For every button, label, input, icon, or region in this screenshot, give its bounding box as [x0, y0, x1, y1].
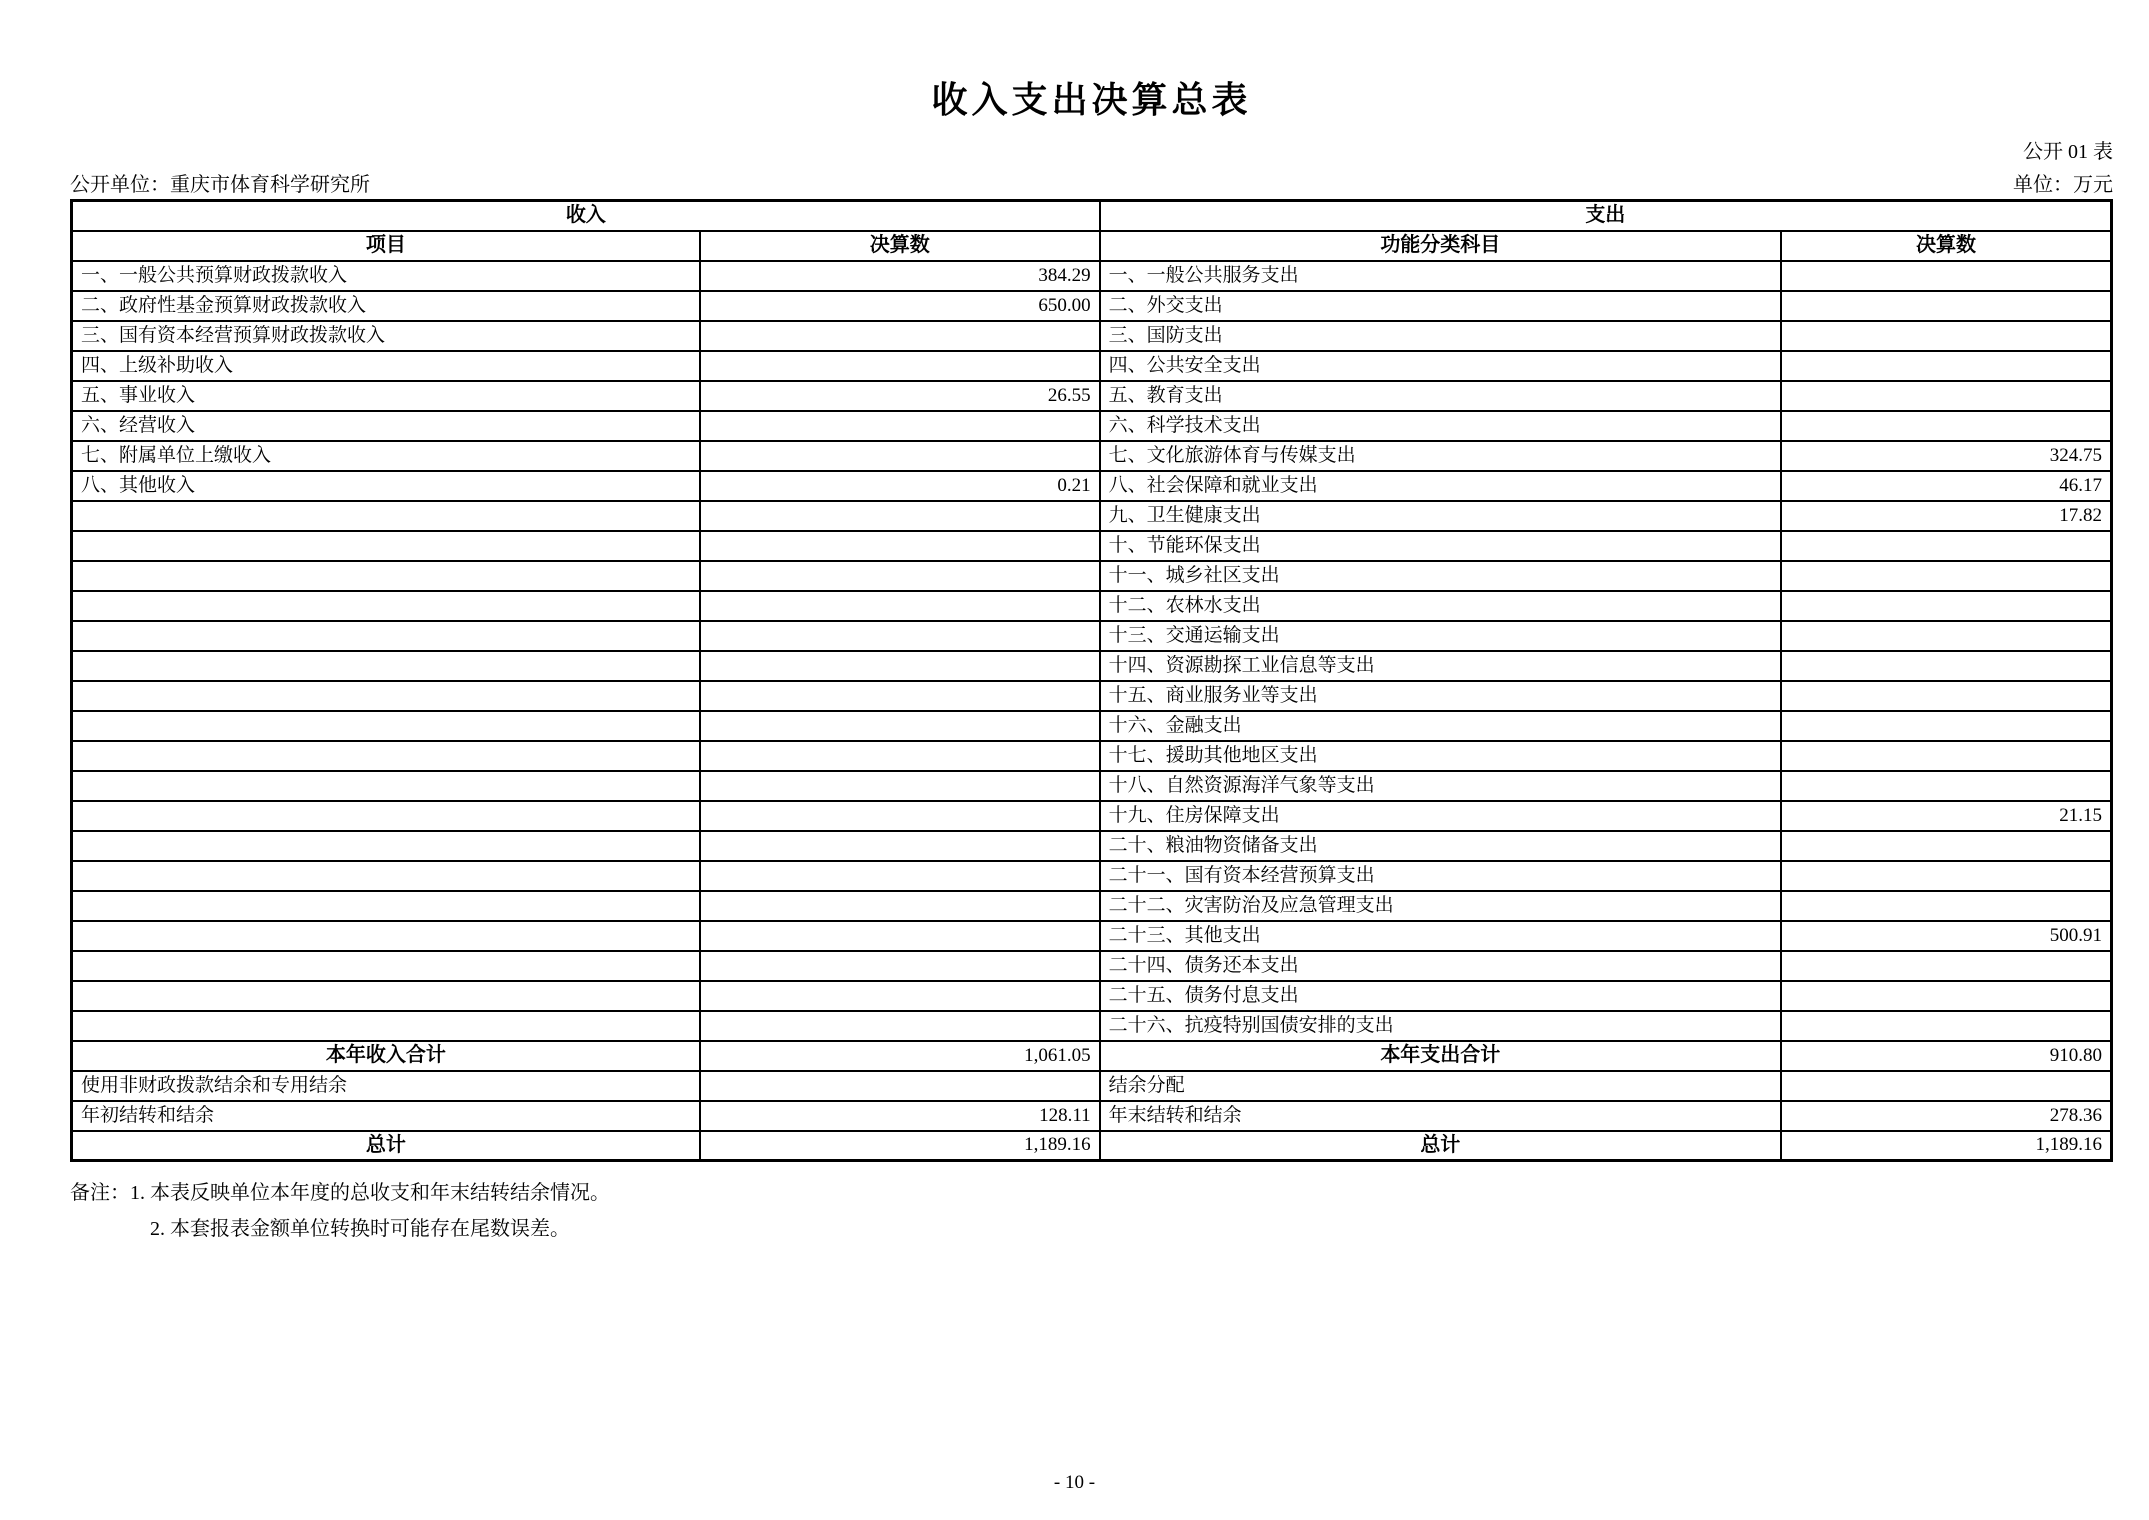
expenditure-item-cell: 六、科学技术支出: [1100, 411, 1781, 441]
expenditure-amount-cell: [1781, 351, 2112, 381]
income-amount-cell: [700, 921, 1100, 951]
income-item-cell: 三、国有资本经营预算财政拨款收入: [72, 321, 700, 351]
expenditure-amount-cell: [1781, 681, 2112, 711]
income-item-cell: [72, 951, 700, 981]
expenditure-amount-cell: 46.17: [1781, 471, 2112, 501]
table-row: [72, 441, 2112, 471]
expenditure-item-cell: 二十三、其他支出: [1100, 921, 1781, 951]
expenditure-item-cell: 二十二、灾害防治及应急管理支出: [1100, 891, 1781, 921]
expenditure-amount-cell: [1781, 411, 2112, 441]
income-amount-cell: [700, 981, 1100, 1011]
unit-of-measure: 单位：万元: [2013, 174, 2113, 196]
expenditure-item-cell: 九、卫生健康支出: [1100, 501, 1781, 531]
expenditure-amount-cell: 500.91: [1781, 921, 2112, 951]
income-amount-cell: [700, 891, 1100, 921]
income-item-cell: [72, 681, 700, 711]
income-amount-cell: [700, 351, 1100, 381]
expenditure-amount-cell: [1781, 651, 2112, 681]
income-item-cell: 五、事业收入: [72, 381, 700, 411]
income-amount-cell: 0.21: [700, 471, 1100, 501]
expenditure-amount-cell: [1781, 1011, 2112, 1041]
income-amount-cell: [700, 411, 1100, 441]
income-amount-cell: 26.55: [700, 381, 1100, 411]
income-item-cell: [72, 711, 700, 741]
income-item-cell: [72, 741, 700, 771]
expenditure-amount-cell: [1781, 291, 2112, 321]
expenditure-item-cell: 二十五、债务付息支出: [1100, 981, 1781, 1011]
table-row: [72, 891, 2112, 921]
col-header-income-item: 项目: [72, 231, 700, 261]
publishing-unit: 公开单位：重庆市体育科学研究所: [70, 174, 370, 196]
note-line-1: 备注：1. 本表反映单位本年度的总收支和年末结转结余情况。: [70, 1182, 610, 1204]
table-row: [72, 1071, 2112, 1101]
expenditure-amount-cell: 1,189.16: [1781, 1131, 2112, 1161]
expenditure-item-cell: 十七、援助其他地区支出: [1100, 741, 1781, 771]
expenditure-amount-cell: 324.75: [1781, 441, 2112, 471]
income-item-cell: 年初结转和结余: [72, 1101, 700, 1131]
income-item-cell: 六、经营收入: [72, 411, 700, 441]
expenditure-item-cell: 十二、农林水支出: [1100, 591, 1781, 621]
expenditure-amount-cell: [1781, 321, 2112, 351]
expenditure-item-cell: 十四、资源勘探工业信息等支出: [1100, 651, 1781, 681]
income-item-cell: 一、一般公共预算财政拨款收入: [72, 261, 700, 291]
income-amount-cell: [700, 531, 1100, 561]
income-item-cell: [72, 801, 700, 831]
income-item-cell: [72, 1011, 700, 1041]
expenditure-item-cell: 三、国防支出: [1100, 321, 1781, 351]
table-row: [72, 801, 2112, 831]
table-row: [72, 681, 2112, 711]
expenditure-item-cell: 二十、粮油物资储备支出: [1100, 831, 1781, 861]
expenditure-amount-cell: [1781, 981, 2112, 1011]
expenditure-amount-cell: [1781, 1071, 2112, 1101]
table-row: [72, 621, 2112, 651]
expenditure-amount-cell: [1781, 381, 2112, 411]
table-row: [72, 861, 2112, 891]
income-amount-cell: 1,189.16: [700, 1131, 1100, 1161]
income-amount-cell: 650.00: [700, 291, 1100, 321]
expenditure-item-cell: 结余分配: [1100, 1071, 1781, 1101]
table-body: [72, 261, 2112, 1161]
table-row: [72, 921, 2112, 951]
expenditure-amount-cell: [1781, 891, 2112, 921]
income-item-cell: [72, 651, 700, 681]
expenditure-amount-cell: [1781, 951, 2112, 981]
column-header-row: [72, 231, 2112, 261]
expenditure-item-cell: 十三、交通运输支出: [1100, 621, 1781, 651]
income-amount-cell: 1,061.05: [700, 1041, 1100, 1071]
table-row: [72, 261, 2112, 291]
expenditure-amount-cell: [1781, 591, 2112, 621]
expenditure-item-cell: 十一、城乡社区支出: [1100, 561, 1781, 591]
income-amount-cell: [700, 711, 1100, 741]
income-item-cell: 总计: [72, 1131, 700, 1161]
income-item-cell: [72, 861, 700, 891]
expenditure-amount-cell: [1781, 771, 2112, 801]
table-row: [72, 711, 2112, 741]
income-item-cell: 四、上级补助收入: [72, 351, 700, 381]
income-amount-cell: [700, 621, 1100, 651]
table-row: [72, 651, 2112, 681]
income-amount-cell: [700, 561, 1100, 591]
page-title: 收入支出决算总表: [931, 80, 1252, 120]
income-amount-cell: [700, 861, 1100, 891]
income-amount-cell: [700, 681, 1100, 711]
income-item-cell: 使用非财政拨款结余和专用结余: [72, 1071, 700, 1101]
col-header-expenditure-category: 功能分类科目: [1100, 231, 1781, 261]
expenditure-amount-cell: [1781, 861, 2112, 891]
expenditure-item-cell: 四、公共安全支出: [1100, 351, 1781, 381]
expenditure-amount-cell: 278.36: [1781, 1101, 2112, 1131]
expenditure-item-cell: 十五、商业服务业等支出: [1100, 681, 1781, 711]
section-header-row: [72, 201, 2112, 231]
income-item-cell: 二、政府性基金预算财政拨款收入: [72, 291, 700, 321]
expenditure-item-cell: 五、教育支出: [1100, 381, 1781, 411]
income-item-cell: [72, 771, 700, 801]
expenditure-item-cell: 七、文化旅游体育与传媒支出: [1100, 441, 1781, 471]
table-row: [72, 471, 2112, 501]
table-row: [72, 741, 2112, 771]
table-row: [72, 351, 2112, 381]
expenditure-item-cell: 十八、自然资源海洋气象等支出: [1100, 771, 1781, 801]
income-item-cell: [72, 621, 700, 651]
income-amount-cell: [700, 1071, 1100, 1101]
expenditure-amount-cell: [1781, 831, 2112, 861]
income-amount-cell: [700, 771, 1100, 801]
table-row: [72, 411, 2112, 441]
expenditure-item-cell: 二十四、债务还本支出: [1100, 951, 1781, 981]
note-line-2: 2. 本套报表金额单位转换时可能存在尾数误差。: [150, 1218, 570, 1240]
income-item-cell: [72, 891, 700, 921]
table-meta-row: [70, 175, 2113, 195]
expenditure-amount-cell: [1781, 561, 2112, 591]
table-row: [72, 771, 2112, 801]
income-amount-cell: [700, 321, 1100, 351]
expenditure-item-cell: 二十一、国有资本经营预算支出: [1100, 861, 1781, 891]
table-row: [72, 501, 2112, 531]
income-item-cell: [72, 561, 700, 591]
expenditure-item-cell: 十、节能环保支出: [1100, 531, 1781, 561]
income-expenditure-table: [70, 199, 2113, 1162]
income-item-cell: [72, 591, 700, 621]
expenditure-item-cell: 总计: [1100, 1131, 1781, 1161]
table-row: [72, 591, 2112, 621]
table-row: [72, 561, 2112, 591]
income-item-cell: [72, 831, 700, 861]
income-amount-cell: [700, 1011, 1100, 1041]
income-item-cell: 七、附属单位上缴收入: [72, 441, 700, 471]
expenditure-amount-cell: [1781, 621, 2112, 651]
expenditure-section-header: 支出: [1100, 201, 2112, 231]
table-row: [72, 951, 2112, 981]
table-row: [72, 531, 2112, 561]
expenditure-amount-cell: 910.80: [1781, 1041, 2112, 1071]
col-header-income-amount: 决算数: [700, 231, 1100, 261]
expenditure-amount-cell: 17.82: [1781, 501, 2112, 531]
table-row: [72, 381, 2112, 411]
income-amount-cell: 128.11: [700, 1101, 1100, 1131]
income-item-cell: [72, 501, 700, 531]
notes-block: [70, 1175, 2113, 1247]
expenditure-item-cell: 八、社会保障和就业支出: [1100, 471, 1781, 501]
income-item-cell: [72, 981, 700, 1011]
income-amount-cell: [700, 441, 1100, 471]
page-number: - 10 -: [1053, 1472, 1096, 1493]
income-item-cell: [72, 531, 700, 561]
income-amount-cell: [700, 951, 1100, 981]
expenditure-item-cell: 十六、金融支出: [1100, 711, 1781, 741]
expenditure-item-cell: 年末结转和结余: [1100, 1101, 1781, 1131]
income-amount-cell: [700, 831, 1100, 861]
expenditure-item-cell: 十九、住房保障支出: [1100, 801, 1781, 831]
table-row: [72, 1041, 2112, 1071]
expenditure-amount-cell: 21.15: [1781, 801, 2112, 831]
expenditure-item-cell: 二十六、抗疫特别国债安排的支出: [1100, 1011, 1781, 1041]
income-item-cell: [72, 921, 700, 951]
income-item-cell: 八、其他收入: [72, 471, 700, 501]
expenditure-item-cell: 二、外交支出: [1100, 291, 1781, 321]
income-amount-cell: 384.29: [700, 261, 1100, 291]
income-amount-cell: [700, 591, 1100, 621]
table-row: [72, 831, 2112, 861]
table-row: [72, 1131, 2112, 1161]
income-amount-cell: [700, 801, 1100, 831]
table-row: [72, 1011, 2112, 1041]
expenditure-amount-cell: [1781, 741, 2112, 771]
table-row: [72, 291, 2112, 321]
table-row: [72, 1101, 2112, 1131]
income-item-cell: 本年收入合计: [72, 1041, 700, 1071]
expenditure-item-cell: 本年支出合计: [1100, 1041, 1781, 1071]
income-section-header: 收入: [72, 201, 1100, 231]
income-amount-cell: [700, 741, 1100, 771]
expenditure-item-cell: 一、一般公共服务支出: [1100, 261, 1781, 291]
income-amount-cell: [700, 501, 1100, 531]
table-row: [72, 321, 2112, 351]
table-row: [72, 981, 2112, 1011]
income-amount-cell: [700, 651, 1100, 681]
table-code: 公开 01 表: [2023, 141, 2113, 163]
expenditure-amount-cell: [1781, 711, 2112, 741]
document-page: [70, 0, 2113, 1247]
expenditure-amount-cell: [1781, 261, 2112, 291]
expenditure-amount-cell: [1781, 531, 2112, 561]
col-header-expenditure-amount: 决算数: [1781, 231, 2112, 261]
